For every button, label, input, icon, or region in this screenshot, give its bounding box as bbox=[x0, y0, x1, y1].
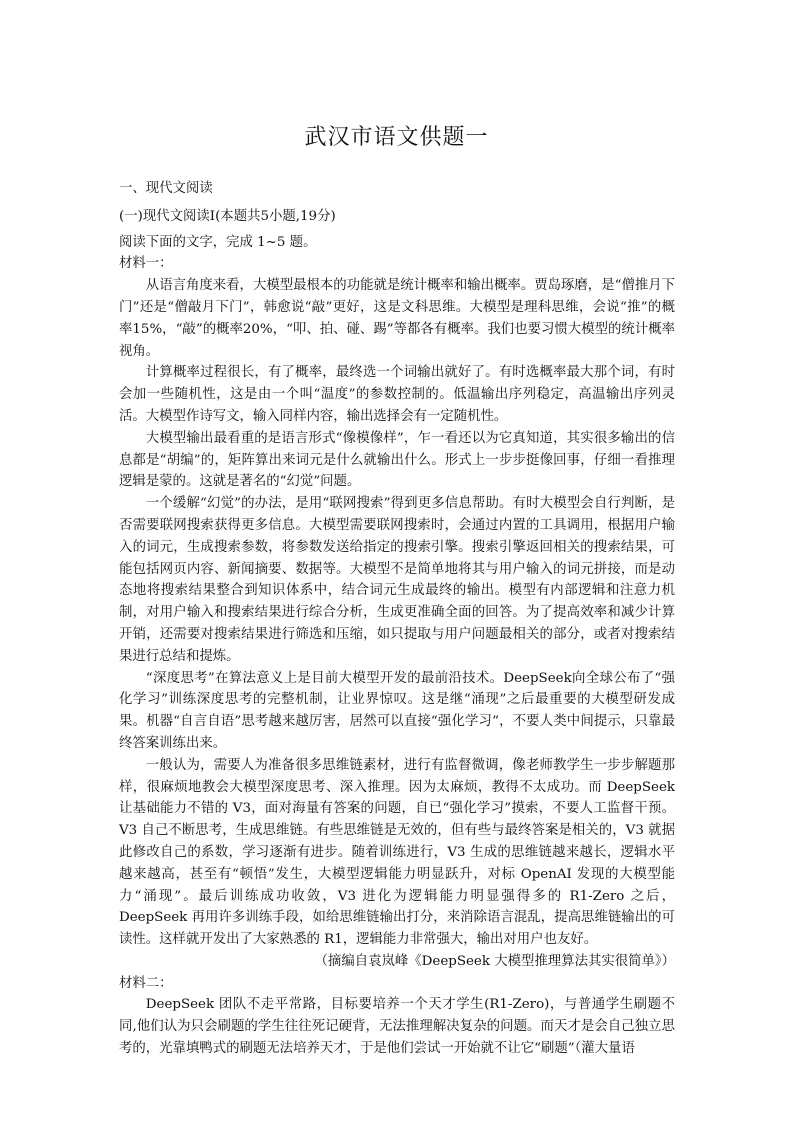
document-title: 武汉市语文供题一 bbox=[304, 125, 489, 150]
material2-label: 材料二： bbox=[119, 975, 173, 991]
material1-paragraph-6: 一般认为，需要人为准备很多思维链素材，进行有监督微调，像老师教学生一步步解题那样，很麻烦地教会大模型深度思考、深入推理。因为太麻烦，教得不太成功。而 DeepSeek 让基础能力不错的 V3，面对海量有答案的问题，自已“强化学习”摸索，不要人工监督干预。V3 自己不断思考，生成思维链。有些思维链是无效的，但有些与最终答案是相关的，V3 就据此修改自己的系数，学习逐渐有进步。随着训练进行，V3 生成的思维链越来越长，逻辑水平越来越高，甚至有“顿悟”发生，大模型逻辑能力明显跃升，对标 OpenAI 发现的大模型能力“涌现”。最后训练成功收敛，V3 进化为逻辑能力明显强得多的 R1-Zero 之后，DeepSeek 再用许多训练手段，如给思维链输出打分，来消除语言混乱，提高思维链输出的可读性。这样就开发出了大家熟悉的 R1，逻辑能力非常强大，输出对用户也友好。 bbox=[119, 757, 675, 948]
section-heading: 一、现代文阅读 bbox=[119, 181, 213, 196]
material1-label: 材料一： bbox=[119, 256, 173, 272]
material1-paragraph-4: 一个缓解“幻觉”的办法，是用“联网搜索”得到更多信息帮助。有时大模型会自行判断，是否需要联网搜索获得更多信息。大模型需要联网搜索时，会通过内置的工具调用，根据用户输入的词元，生成搜索参数，将参数发送给指定的搜索引擎。搜索引擎返回相关的搜索结果，可能包括网页内容、新闻摘要、数据等。大模型不是简单地将其与用户输入的词元拼接，而是动态地将搜索结果整合到知识体系中，结合词元生成最终的输出。模型有内部逻辑和注意力机制，对用户输入和搜索结果进行综合分析，生成更准确全面的回答。为了提高效率和减少计算开销，还需要对搜索结果进行筛选和压缩，如只提取与用户问题最相关的部分，或者对搜索结果进行总结和提炼。 bbox=[119, 496, 675, 664]
subsection-heading: (一)现代文阅读Ⅰ(本题共5小题,19分) bbox=[119, 208, 336, 224]
material1-paragraph-5: “深度思考”在算法意义上是目前大模型开发的最前沿技术。DeepSeek向全球公布了“强化学习”训练深度思考的完整机制，让业界惊叹。这是继“涌现”之后最重要的大模型研发成果。机器“自言自语”思考越来越厉害，居然可以直接“强化学习”，不要人类中间提示，只靠最终答案训练出来。 bbox=[119, 670, 675, 751]
material1-source: （摘编自袁岚峰《DeepSeek 大模型推理算法其实很简单》） bbox=[314, 953, 675, 969]
material1-paragraph-2: 计算概率过程很长，有了概率，最终选一个词输出就好了。有时选概率最大那个词，有时会加一些随机性，这是由一个叫“温度”的参数控制的。低温输出序列稳定，高温输出序列灵活。大模型作诗写文，输入同样内容，输出选择会有一定随机性。 bbox=[119, 365, 675, 424]
material2-paragraph-1: DeepSeek 团队不走平常路，目标要培养一个天才学生(R1-Zero)，与普通学生刷题不同,他们认为只会刷题的学生往往死记硬背，无法推理解决复杂的问题。而天才是会自己独立思考的，光靠填鸭式的刷题无法培养天才，于是他们尝试一开始就不让它“刷题”（灌大量语 bbox=[119, 997, 675, 1057]
document-body bbox=[119, 178, 675, 1060]
reading-instruction: 阅读下面的文字，完成 1~5 题。 bbox=[119, 234, 317, 250]
material1-paragraph-3: 大模型输出最看重的是语言形式“像模像样”，乍一看还以为它真知道，其实很多输出的信息都是“胡编”的，矩阵算出来词元是什么就输出什么。形式上一步步挺像回事，仔细一看推理逻辑是蒙的。这就是著名的“幻觉”问题。 bbox=[119, 430, 675, 490]
material1-paragraph-1: 从语言角度来看，大模型最根本的功能就是统计概率和输出概率。贾岛琢磨，是“僧推月下门”还是“僧敲月下门”，韩愈说“敲”更好，这是文科思维。大模型是理科思维，会说“推”的概率15%，“敲”的概率20%，“叩、拍、碰、踢”等都各有概率。我们也要习惯大模型的统计概率视角。 bbox=[119, 278, 675, 359]
